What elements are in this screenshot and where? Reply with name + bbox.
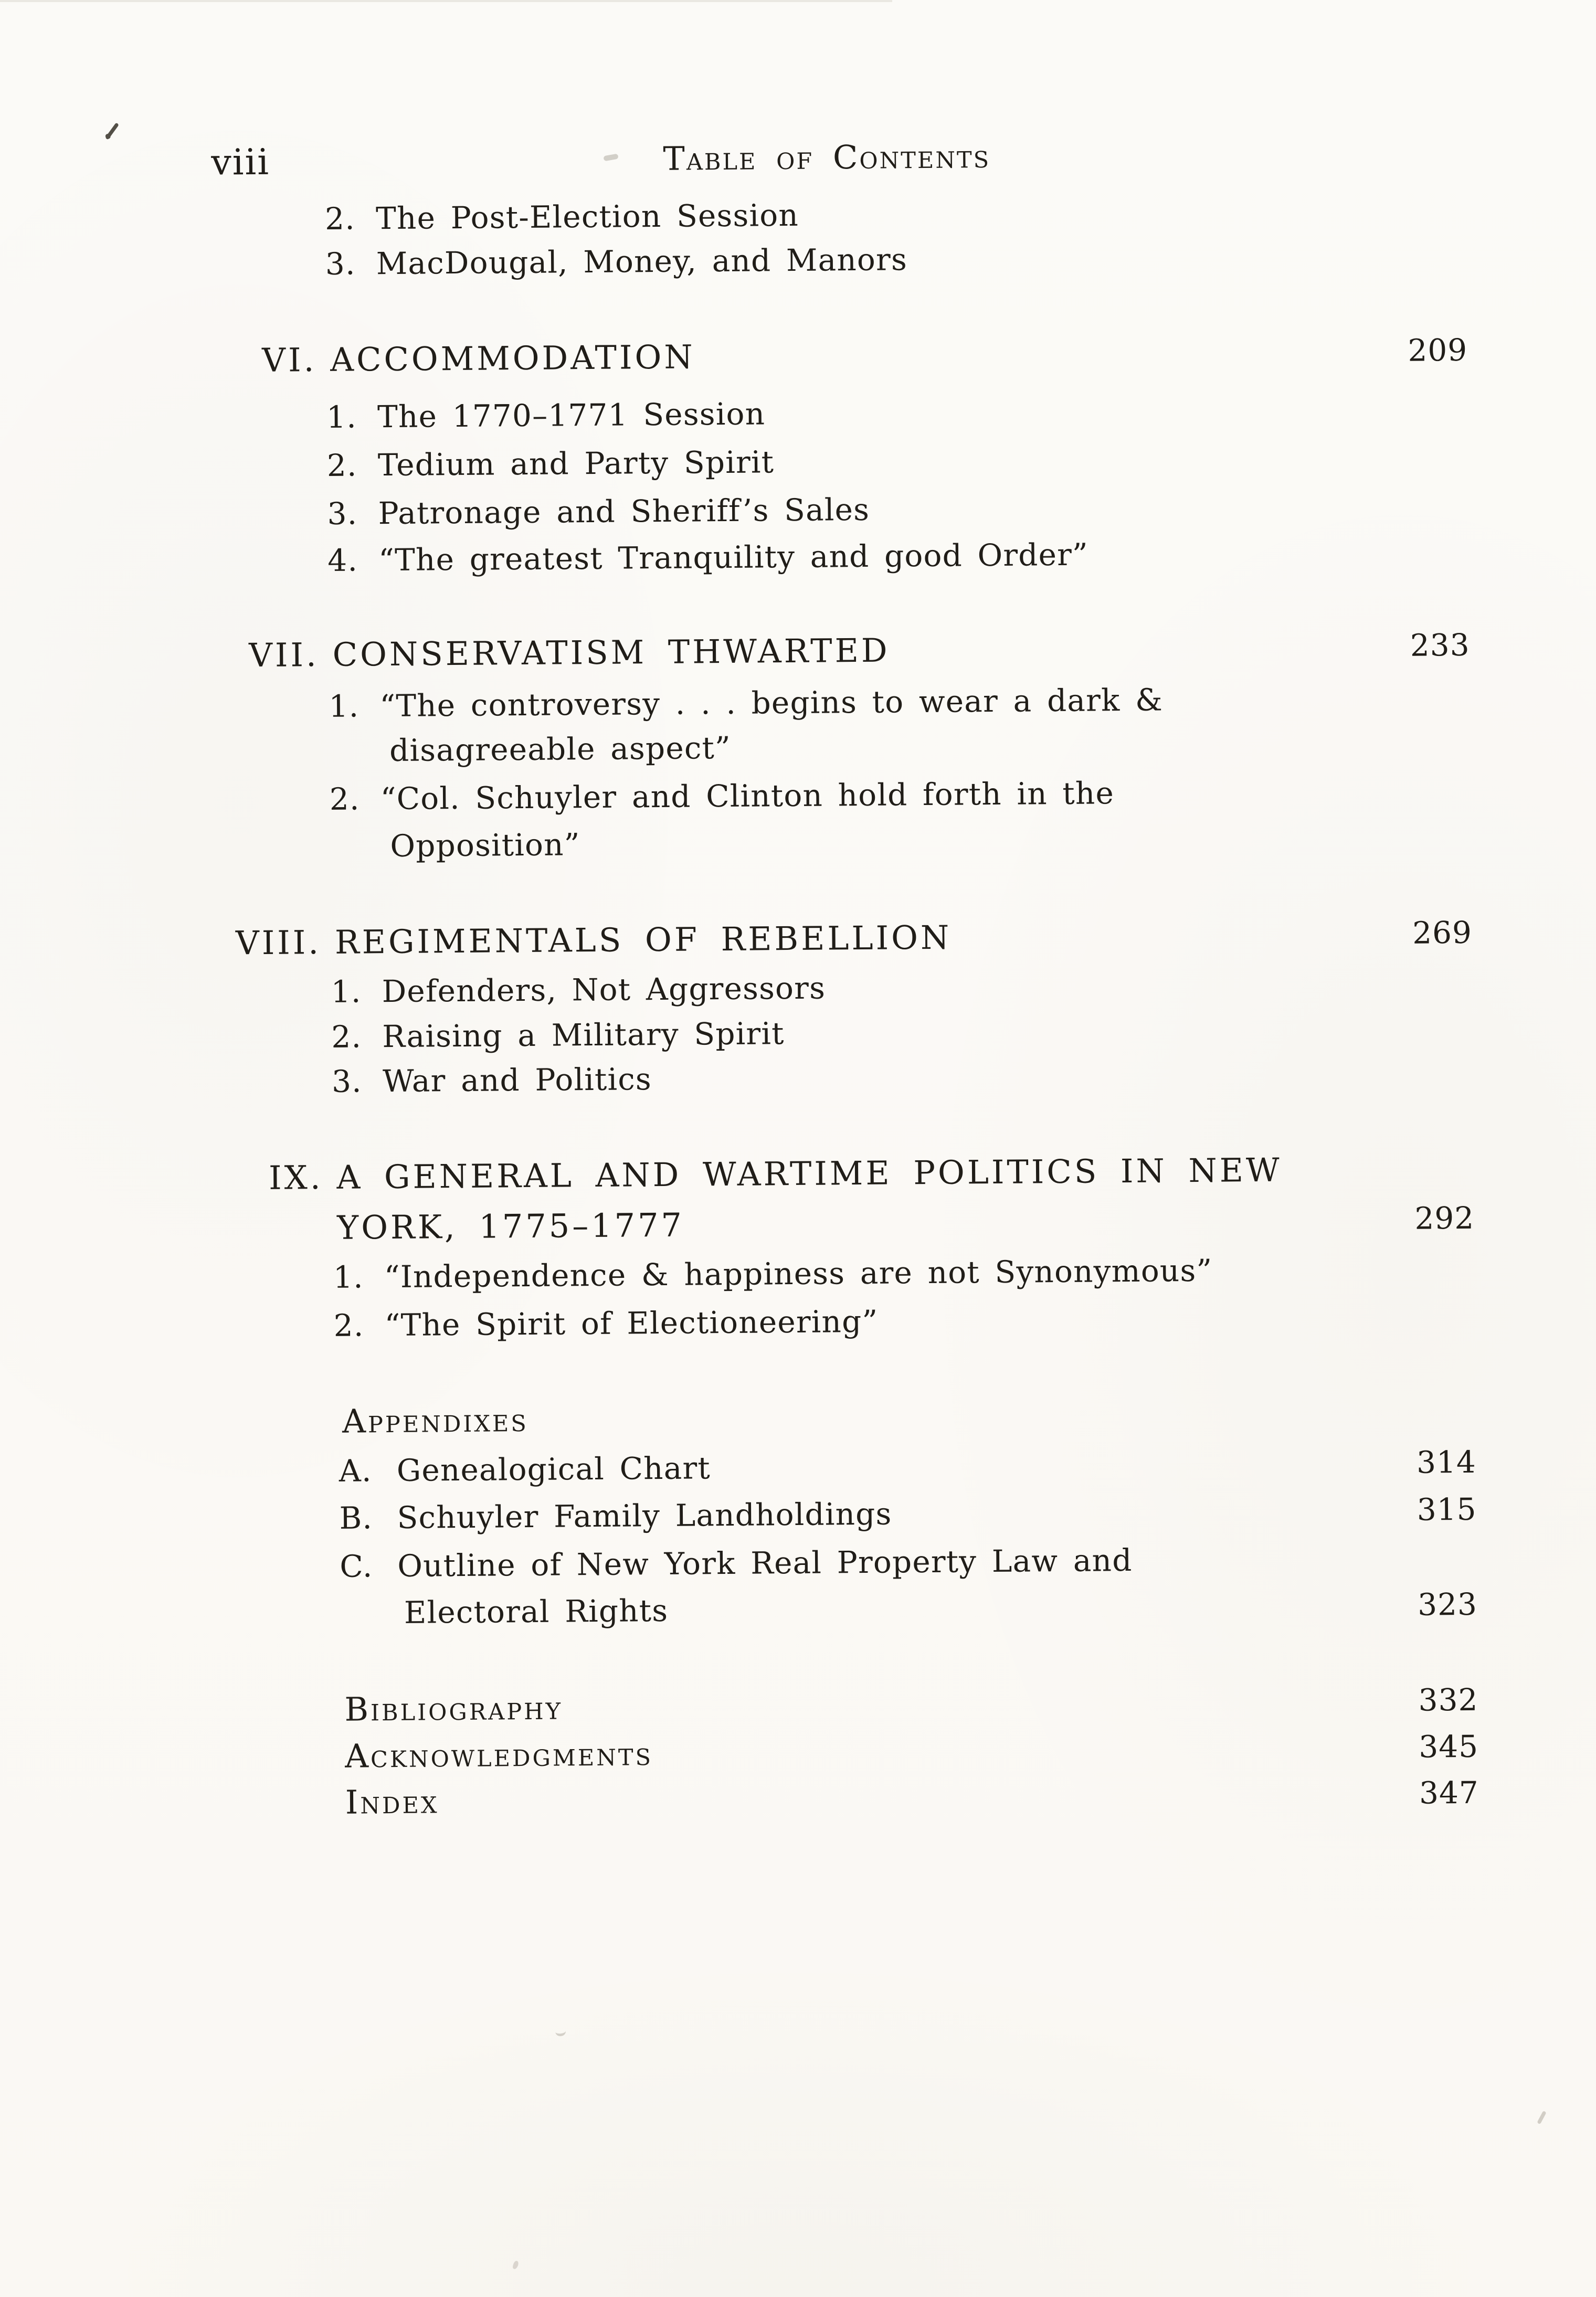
entry-title: “The greatest Tranquility and good Order” xyxy=(378,536,1089,578)
scan-edge-shadow xyxy=(0,0,892,2)
entry-number: 2. xyxy=(333,1307,364,1343)
appendix-letter: C. xyxy=(340,1548,373,1584)
chapter-title-continuation: YORK, 1775–1777 xyxy=(336,1205,685,1247)
chapter-numeral: VI. xyxy=(261,341,317,379)
entry-number: 2. xyxy=(326,447,357,483)
entry-title: Raising a Military Spirit xyxy=(382,1015,785,1055)
entry-number: 1. xyxy=(333,1259,364,1295)
appendix-letter: A. xyxy=(339,1453,372,1489)
appendix-page-number: 315 xyxy=(1417,1491,1477,1528)
chapter-numeral: IX. xyxy=(268,1158,323,1197)
entry-title: The 1770–1771 Session xyxy=(377,396,766,435)
appendixes-heading-row xyxy=(4,1395,1596,1456)
index-page-number: 347 xyxy=(1419,1774,1479,1811)
bibliography-label: Bibliography xyxy=(344,1688,563,1729)
acknowledgments-label: Acknowledgments xyxy=(344,1734,653,1775)
entry-title: “Col. Schuyler and Clinton hold forth in the xyxy=(380,775,1115,817)
chapter-numeral: VIII. xyxy=(235,923,322,962)
entry-title: “The Spirit of Electioneering” xyxy=(384,1303,879,1343)
entry-title: Patronage and Sheriff’s Sales xyxy=(378,491,870,532)
entry-title: Defenders, Not Aggressors xyxy=(382,970,826,1010)
entry-number: 3. xyxy=(331,1063,363,1099)
entry-number: 2. xyxy=(329,781,360,817)
chapter-numeral: VII. xyxy=(248,636,319,675)
entry-title: “Independence & happiness are not Synonymous” xyxy=(384,1252,1213,1295)
chapter-page-number: 292 xyxy=(1414,1200,1475,1236)
chapter-row xyxy=(0,916,1596,977)
entry-number: 3. xyxy=(327,495,358,532)
appendixes-heading: Appendixes xyxy=(342,1400,529,1441)
chapter-title: REGIMENTALS OF REBELLION xyxy=(334,918,952,961)
entry-number: 2. xyxy=(331,1019,362,1055)
acknowledgments-page-number: 345 xyxy=(1419,1728,1479,1765)
entry-number: 2. xyxy=(324,200,356,237)
entry-number: 1. xyxy=(326,399,357,435)
folio-page-number: viii xyxy=(210,141,270,184)
appendix-letter: B. xyxy=(339,1500,373,1536)
entry-title: War and Politics xyxy=(382,1061,652,1099)
appendix-title: Genealogical Chart xyxy=(396,1450,711,1488)
appendix-title: Schuyler Family Landholdings xyxy=(397,1496,892,1536)
chapter-title: ACCOMMODATION xyxy=(330,337,695,379)
chapter-page-number: 209 xyxy=(1408,332,1468,368)
running-head xyxy=(0,128,1590,189)
entry-number: 4. xyxy=(327,542,358,578)
chapter-row xyxy=(0,629,1594,690)
entry-number: 1. xyxy=(331,973,362,1010)
appendix-page-number: 323 xyxy=(1417,1586,1478,1623)
chapter-title-continuation-row xyxy=(2,1202,1596,1263)
entry-title-continuation: Opposition” xyxy=(390,827,580,864)
appendix-title: Outline of New York Real Property Law and xyxy=(397,1542,1133,1584)
chapter-row xyxy=(2,1151,1596,1212)
entry-number: 1. xyxy=(329,688,360,724)
chapter-page-number: 269 xyxy=(1412,914,1473,951)
chapter-row xyxy=(0,334,1592,395)
chapter-page-number: 233 xyxy=(1410,627,1470,663)
entry-title-continuation: disagreeable aspect” xyxy=(389,729,732,769)
entry-title: MacDougal, Money, and Manors xyxy=(376,241,908,282)
bibliography-page-number: 332 xyxy=(1418,1681,1478,1718)
entry-title: “The controversy . . . begins to wear a dark & xyxy=(379,682,1164,724)
appendix-page-number: 314 xyxy=(1416,1444,1477,1480)
chapter-title: CONSERVATISM THWARTED xyxy=(332,631,890,674)
index-label: Index xyxy=(345,1782,439,1822)
entry-title: The Post-Election Session xyxy=(375,197,799,237)
page-title: Table of Contents xyxy=(663,137,991,178)
entry-title: Tedium and Party Spirit xyxy=(377,444,775,483)
chapter-title: A GENERAL AND WARTIME POLITICS IN NEW xyxy=(336,1150,1282,1197)
entry-number: 3. xyxy=(325,246,356,282)
appendix-title-continuation: Electoral Rights xyxy=(404,1592,669,1631)
